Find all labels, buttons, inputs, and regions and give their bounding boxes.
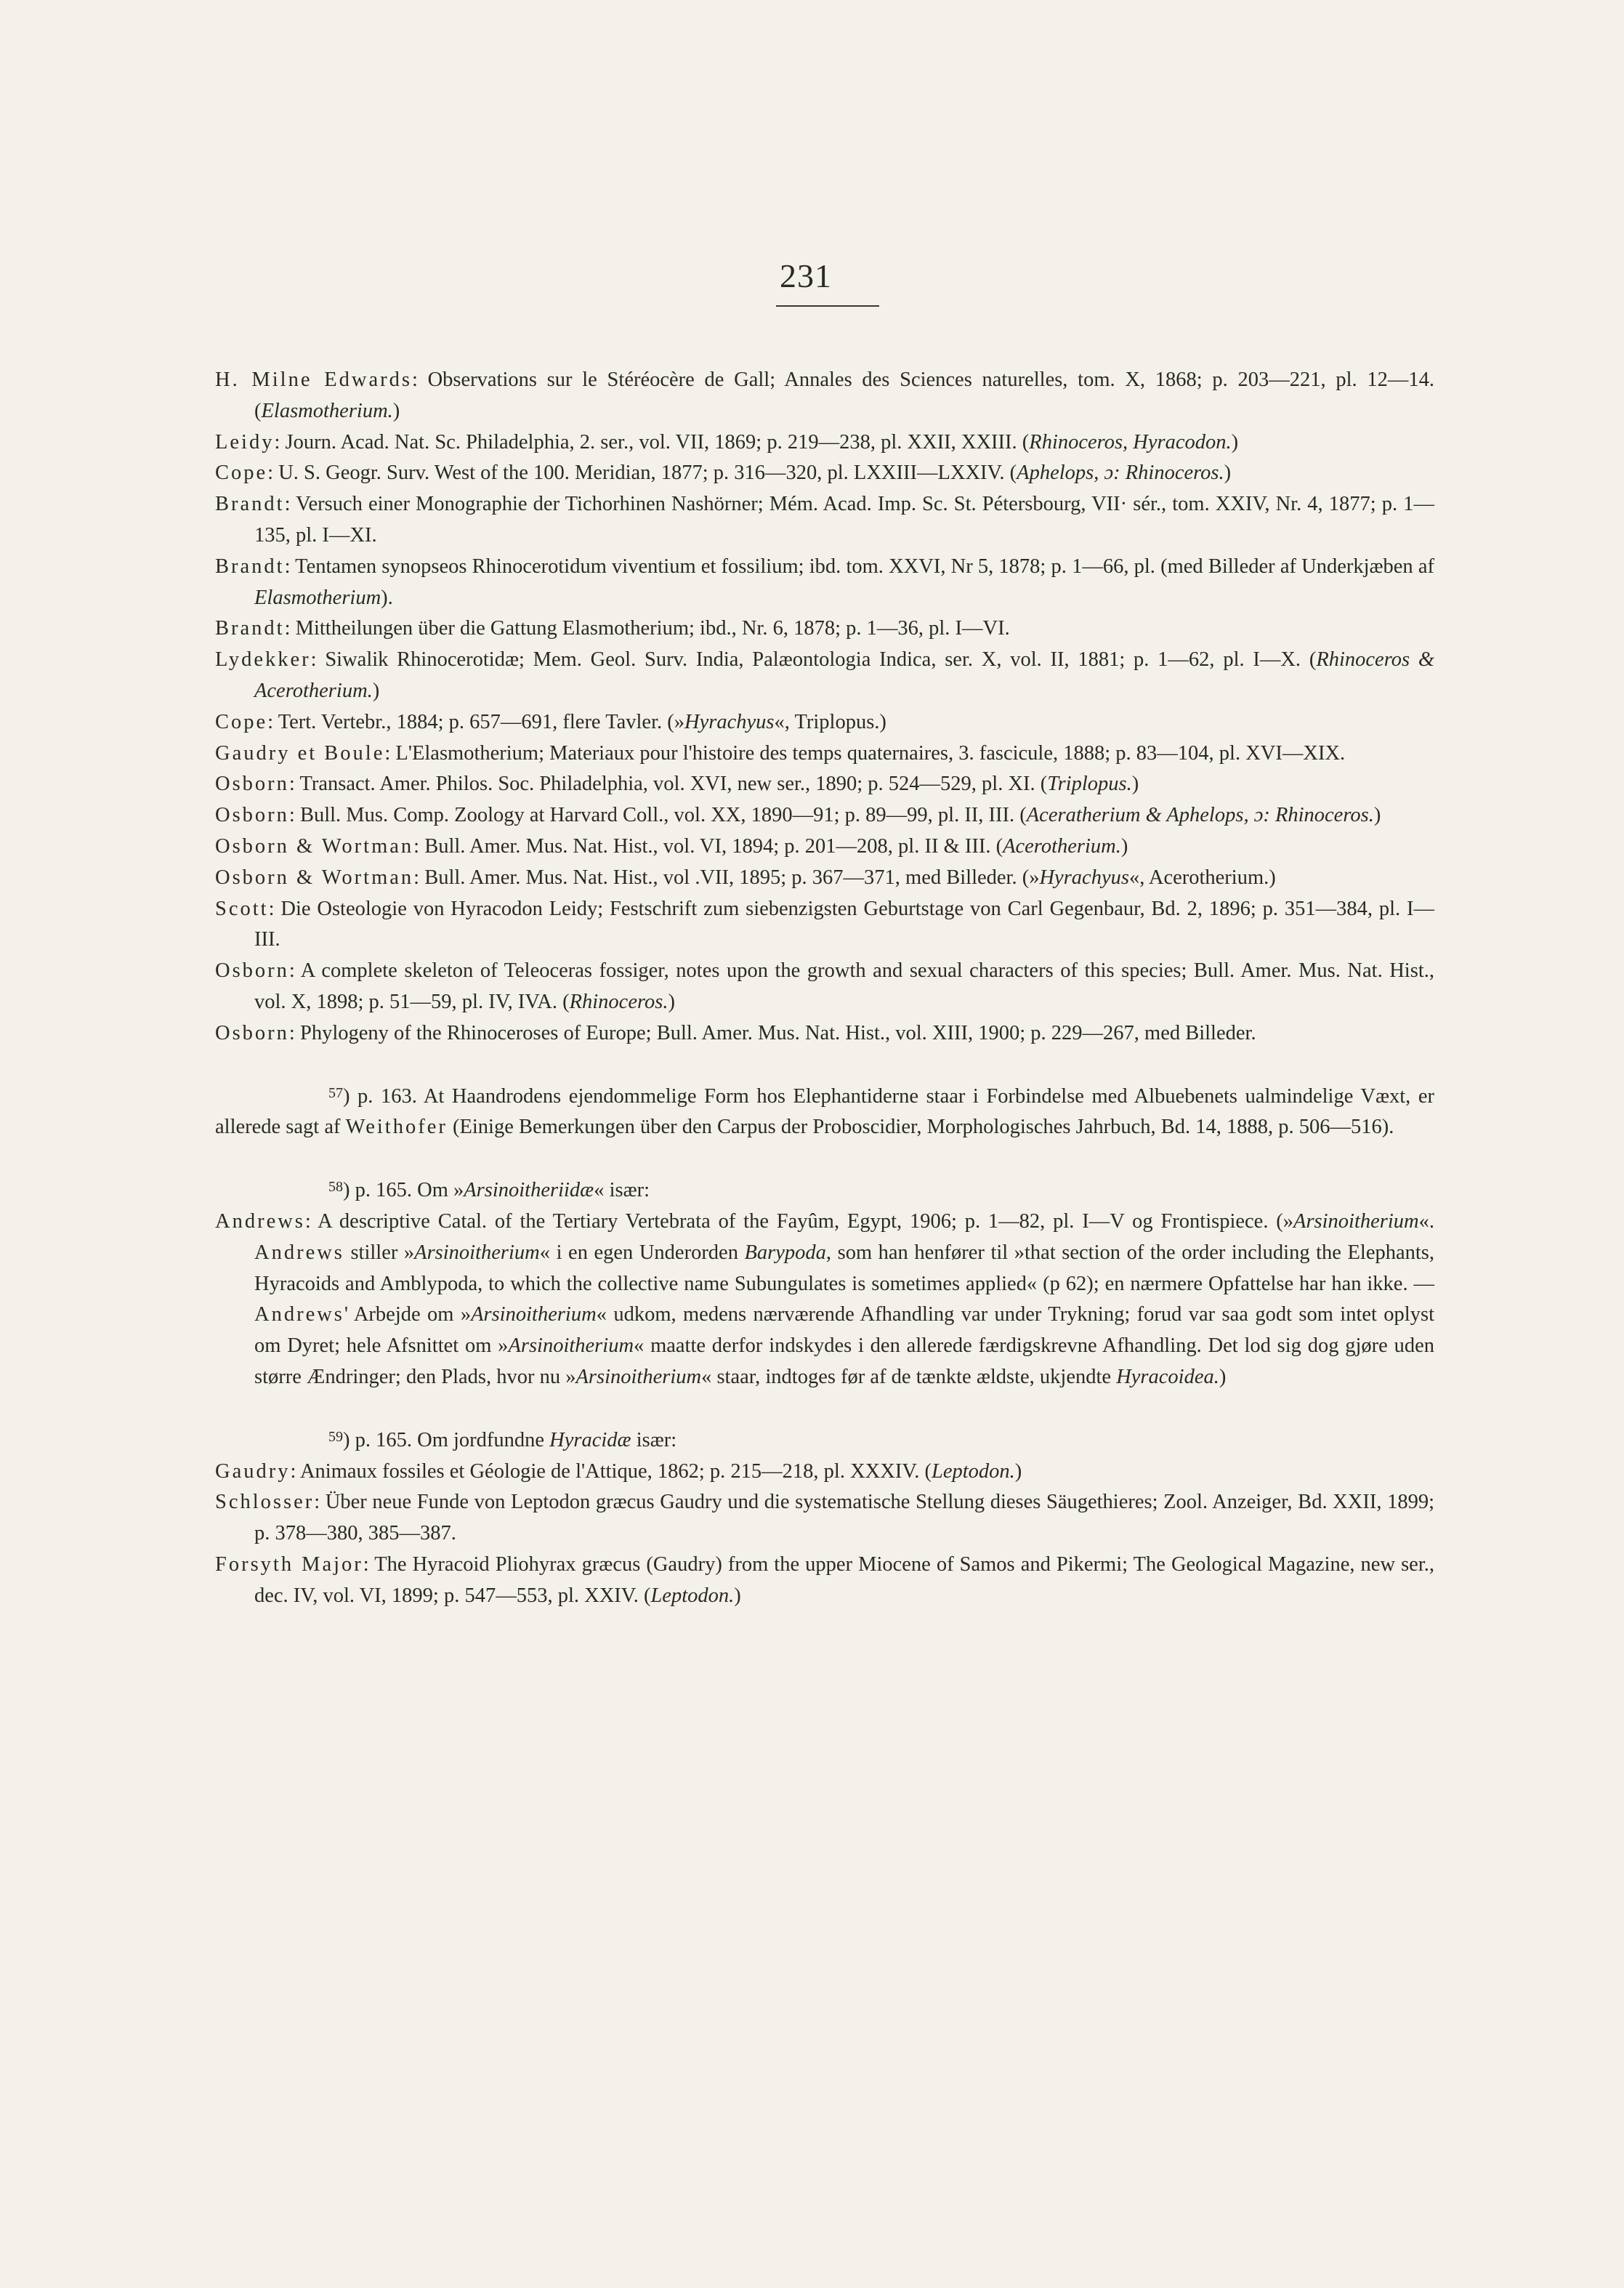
- ref-text: ): [392, 399, 400, 422]
- reference-entry: [215, 613, 1434, 645]
- ref-text: ): [1120, 834, 1128, 858]
- reference-entry: [215, 956, 1434, 1018]
- ref-text: «.: [1418, 1209, 1434, 1233]
- reference-entry: [215, 863, 1434, 894]
- ref-italic: Arsinoitherium: [471, 1303, 597, 1326]
- footnote-text: (Einige Bemerkungen über den Carpus der Proboscidier, Morphologisches Jahrbuch, Bd. 14, 1888, p. 506—516).: [447, 1116, 1394, 1139]
- reference-entry: [215, 365, 1434, 427]
- ref-text: ): [1131, 773, 1139, 796]
- ref-italic: Aceratherium & Aphelops, ɔ: Rhinoceros.: [1026, 804, 1374, 827]
- ref-text: ): [1231, 430, 1239, 454]
- ref-author: Osborn & Wortman: [215, 834, 414, 858]
- ref-author: Osborn & Wortman: [215, 866, 414, 889]
- ref-text: : Über neue Funde von Leptodon græcus Gaudry und die systematische Stellung dieses Säugethieres; Zool. Anzeiger, Bd. XXII, 1899; p. 378—380, 385—387.: [254, 1491, 1434, 1545]
- ref-author: Cope: [215, 462, 268, 485]
- ref-italic: Hyrachyus: [1039, 866, 1129, 889]
- ref-italic: Elasmotherium.: [261, 399, 393, 422]
- ref-italic: Arsinoitherium: [575, 1365, 702, 1388]
- footnote-number: 57: [328, 1084, 343, 1101]
- ref-text: « udkom, medens nærværende Afhandling var under Trykning; forud var saa godt som intet oplyst om Dyret; hele Afsnittet om »: [254, 1303, 1434, 1358]
- reference-list-rhinoceros: [215, 365, 1434, 1050]
- page-number: 231: [780, 257, 832, 294]
- reference-entry: [215, 645, 1434, 707]
- ref-text: : Versuch einer Monographie der Tichorhinen Nashörner; Mém. Acad. Imp. Sc. St. Pétersbourg, VII· sér., tom. XXIV, Nr. 4, 1877; p. 1—135, pl. I—XI.: [254, 493, 1434, 547]
- reference-entry: [215, 1018, 1434, 1050]
- ref-author: Osborn: [215, 804, 289, 827]
- ref-text: : Phylogeny of the Rhinoceroses of Europe; Bull. Amer. Mus. Nat. Hist., vol. XIII, 1900; p. 229—267, med Billeder.: [288, 1021, 1256, 1044]
- ref-author: Osborn: [215, 773, 289, 796]
- reference-entry: [215, 1550, 1434, 1612]
- ref-text: ): [668, 990, 675, 1013]
- ref-italic: Hyrachyus: [684, 710, 775, 733]
- ref-text: : Journ. Acad. Nat. Sc. Philadelphia, 2. ser., vol. VII, 1869; p. 219—238, pl. XXII, XXIII. (: [274, 430, 1030, 454]
- ref-italic: Rhinoceros, Hyracodon.: [1029, 430, 1232, 454]
- footnote-italic: Arsinoitheriidæ: [464, 1179, 594, 1202]
- ref-author: Cope: [215, 710, 268, 733]
- reference-entry: [215, 489, 1434, 552]
- ref-author: Schlosser: [215, 1491, 315, 1514]
- reference-entry: [215, 831, 1434, 863]
- ref-italic: Acerotherium.: [1003, 834, 1121, 858]
- ref-text: ).: [381, 586, 393, 609]
- ref-text: ): [1373, 804, 1381, 827]
- ref-text: : Observations sur le Stéréocère de Gall; Annales des Sciences naturelles, tom. X, 1868; p. 203—221, pl. 12—14. (: [254, 368, 1434, 422]
- footnote-italic: Hyracidæ: [549, 1428, 631, 1451]
- ref-italic: Hyracoidea.: [1116, 1365, 1219, 1388]
- ref-italic: Arsinoitherium: [1293, 1209, 1419, 1233]
- ref-text: : Animaux fossiles et Géologie de l'Attique, 1862; p. 215—218, pl. XXXIV. (: [290, 1459, 932, 1483]
- ref-author: Brandt: [215, 617, 285, 640]
- ref-text: : Transact. Amer. Philos. Soc. Philadelphia, vol. XVI, new ser., 1890; p. 524—529, pl. XI. (: [288, 773, 1048, 796]
- ref-text: : Bull. Mus. Comp. Zoology at Harvard Coll., vol. XX, 1890—91; p. 89—99, pl. II, III. (: [288, 804, 1027, 827]
- footnote-text: « især:: [594, 1179, 650, 1202]
- ref-text: : Bull. Amer. Mus. Nat. Hist., vol. VI, 1894; p. 201—208, pl. II & III. (: [413, 834, 1003, 858]
- ref-text: ): [1219, 1365, 1227, 1388]
- ref-italic: Elasmotherium: [254, 586, 381, 609]
- ref-text: ): [1224, 462, 1232, 485]
- footnote-59-heading: [215, 1425, 1434, 1457]
- ref-text: : A complete skeleton of Teleoceras fossiger, notes upon the growth and sexual characters of this species; Bull. Amer. Mus. Nat. Hist., vol. X, 1898; p. 51—59, pl. IV, IVA. (: [254, 959, 1434, 1013]
- reference-entry: [215, 1457, 1434, 1488]
- ref-text: : L'Elasmotherium; Materiaux pour l'histoire des temps quaternaires, 3. fascicule, 1888; p. 83—104, pl. XVI—XIX.: [384, 741, 1346, 765]
- ref-italic: Aphelops, ɔ: Rhinoceros.: [1017, 462, 1224, 485]
- ref-text: ): [1014, 1459, 1022, 1483]
- ref-italic: Barypoda: [744, 1241, 826, 1264]
- ref-text: : U. S. Geogr. Surv. West of the 100. Meridian, 1877; p. 316—320, pl. LXXIII—LXXIV. (: [267, 462, 1017, 485]
- footnote-text: især:: [631, 1428, 677, 1451]
- ref-author: Forsyth Major: [215, 1552, 363, 1576]
- reference-andrews: [215, 1207, 1434, 1393]
- footnote-57: [215, 1081, 1434, 1144]
- ref-text: « maatte derfor indskydes i den allerede færdigskrevne Afhandling. Det lod sig dog gjøre uden større Ændringer; den Plads, hvor nu »: [254, 1334, 1434, 1388]
- ref-text: : Siwalik Rhinocerotidæ; Mem. Geol. Surv. India, Palæontologia Indica, ser. X, vol. II, 1881; p. 1—62, pl. I—X. (: [310, 648, 1317, 672]
- ref-author: H. Milne Edwards: [215, 368, 412, 391]
- ref-italic: Arsinoitherium: [508, 1334, 634, 1358]
- footnote-text: ) p. 165. Om jordfundne: [343, 1428, 550, 1451]
- reference-list-hyracidae: [215, 1457, 1434, 1612]
- ref-italic: Triplopus.: [1047, 773, 1132, 796]
- ref-author: Brandt: [215, 555, 285, 578]
- ref-author: Lydekker: [215, 648, 311, 672]
- ref-author: Leidy: [215, 430, 275, 454]
- ref-italic: Rhinoceros.: [569, 990, 668, 1013]
- footnote-58-heading: [215, 1175, 1434, 1207]
- ref-author: Gaudry: [215, 1459, 291, 1483]
- ref-text: stiller »: [344, 1241, 415, 1264]
- reference-entry: [215, 894, 1434, 956]
- ref-text: ): [734, 1584, 741, 1607]
- reference-entry: [215, 707, 1434, 738]
- reference-entry: [215, 458, 1434, 489]
- ref-author: Brandt: [215, 493, 285, 516]
- footnote-text: ) p. 163. At Haandrodens ejendommelige Form hos Elephantiderne staar i Forbindelse med Albuebenets ualmindelige Væxt, er allerede sagt af: [215, 1084, 1434, 1139]
- ref-author: Andrews: [215, 1209, 305, 1233]
- ref-author: Gaudry et Boule: [215, 741, 385, 765]
- ref-text: : Bull. Amer. Mus. Nat. Hist., vol .VII, 1895; p. 367—371, med Billeder. (»: [413, 866, 1040, 889]
- ref-italic: Leptodon.: [931, 1459, 1015, 1483]
- ref-text: «, Triplopus.): [774, 710, 886, 733]
- ref-italic: Leptodon.: [650, 1584, 735, 1607]
- reference-entry: [215, 800, 1434, 831]
- ref-text: : Mittheilungen über die Gattung Elasmotherium; ibd., Nr. 6, 1878; p. 1—36, pl. I—VI.: [284, 617, 1010, 640]
- ref-text: : Die Osteologie von Hyracodon Leidy; Festschrift zum siebenzigsten Geburtstage von Carl Gegenbaur, Bd. 2, 1896; p. 351—384, pl. I—III.: [254, 897, 1434, 951]
- ref-italic: Rhinoceros & Acerotherium.: [254, 648, 1434, 702]
- ref-author: Scott: [215, 897, 269, 920]
- reference-entry: [215, 427, 1434, 459]
- page-number-underline: [776, 305, 879, 307]
- page-content: [215, 365, 1434, 1611]
- ref-text: : Tentamen synopseos Rhinocerotidum viventium et fossilium; ibd. tom. XXVI, Nr 5, 1878; p. 1—66, pl. (med Billeder af Underkjæben af: [284, 555, 1434, 578]
- reference-entry: [215, 552, 1434, 614]
- ref-author: Osborn: [215, 1021, 289, 1044]
- reference-entry: [215, 769, 1434, 800]
- ref-text: : Tert. Vertebr., 1884; p. 657—691, flere Tavler. (»: [267, 710, 684, 733]
- footnote-number: 59: [328, 1428, 343, 1445]
- ref-text: , som han henfører til »that section of the order including the Elephants, Hyracoids and Amblypoda, to which the collective name Subungulates is sometimes applied« (p 62); en nærmere Opfattelse har han ikke. —: [254, 1241, 1434, 1295]
- ref-italic: Arsinoitherium: [414, 1241, 540, 1264]
- ref-text: : A descriptive Catal. of the Tertiary Vertebrata of the Fayûm, Egypt, 1906; p. 1—82, pl. I—V og Frontispiece. (»: [304, 1209, 1294, 1233]
- ref-text: « i en egen Underorden: [539, 1241, 745, 1264]
- ref-text: : The Hyracoid Pliohyrax græcus (Gaudry) from the upper Miocene of Samos and Pikermi; The Geological Magazine, new ser., dec. IV, vol. VI, 1899; p. 547—553, pl. XXIV. (: [254, 1552, 1434, 1607]
- ref-text: «, Acerotherium.): [1128, 866, 1276, 889]
- footnote-author: Weithofer: [345, 1116, 448, 1139]
- ref-text: ): [372, 679, 380, 702]
- ref-text: ' Arbejde om »: [344, 1303, 472, 1326]
- reference-entry: [215, 738, 1434, 770]
- ref-text: « staar, indtoges før af de tænkte ældste, ukjendte: [701, 1365, 1117, 1388]
- footnote-text: ) p. 165. Om »: [343, 1179, 464, 1202]
- reference-entry: [215, 1487, 1434, 1550]
- ref-author: Andrews: [254, 1241, 344, 1264]
- footnote-number: 58: [328, 1179, 343, 1196]
- ref-author: Osborn: [215, 959, 289, 983]
- ref-author: Andrews: [254, 1303, 344, 1326]
